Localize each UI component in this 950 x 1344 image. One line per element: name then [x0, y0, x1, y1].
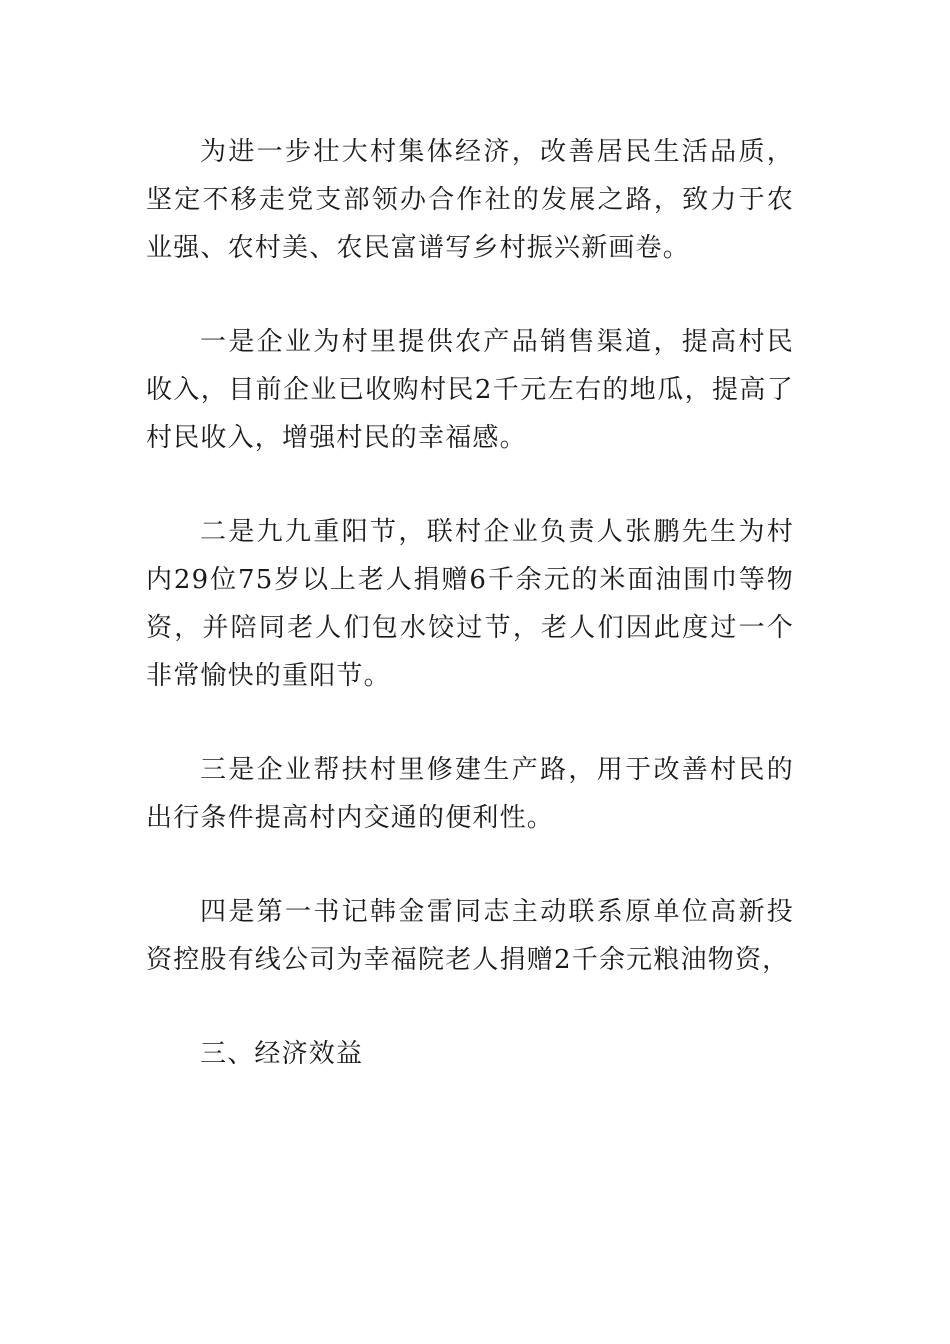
- paragraph-item-2: 二是九九重阳节，联村企业负责人张鹏先生为村内29位75岁以上老人捐赠6千余元的米面油围巾等物资，并陪同老人们包水饺过节，老人们因此度过一个非常愉快的重阳节。: [146, 517, 794, 691]
- paragraph-item-3: 三是企业帮扶村里修建生产路，用于改善村民的出行条件提高村内交通的便利性。: [146, 755, 794, 833]
- section-heading: 三、经济效益: [200, 1039, 364, 1069]
- paragraph-item-4: 四是第一书记韩金雷同志主动联系原单位高新投资控股有线公司为幸福院老人捐赠2千余元粮油物资，: [146, 897, 794, 975]
- document-body: [146, 128, 794, 1124]
- paragraph-intro: 为进一步壮大村集体经济，改善居民生活品质，坚定不移走党支部领办合作社的发展之路，致力于农业强、农村美、农民富谱写乡村振兴新画卷。: [146, 137, 794, 263]
- paragraph-item-1: 一是企业为村里提供农产品销售渠道，提高村民收入，目前企业已收购村民2千元左右的地瓜，提高了村民收入，增强村民的幸福感。: [146, 327, 794, 453]
